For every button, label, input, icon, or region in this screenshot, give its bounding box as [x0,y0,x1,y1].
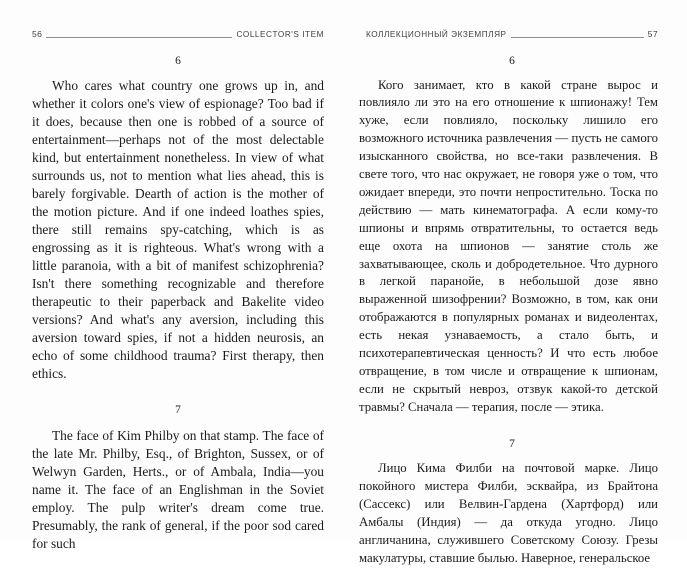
right-head-rule [511,36,644,38]
left-running-head [32,28,324,40]
right-section-number-7: 7 [509,437,515,450]
left-section-number-6: 6 [175,55,181,67]
right-text-block-6 [359,77,658,417]
left-page [0,0,344,552]
right-text-block-7 [359,460,658,567]
right-paragraph-6: Кого занимает, кто в какой стране вырос и повлияло ли это на его отношение к шпионажу! Тем хуже, если повлияло, поскольку лишило его возможного источника развлечения — пусть не самого изысканного свойства, но все-таки развлечения. В свете того, что нас окружает, не говоря уже о том, что ожидает впереди, это почти непростительно. Тоска по действию — мать кинематографа. А если кому-то шпионы и впрямь отвратительны, то остается ведь еще охота на шпионов — занятие столь же захватывающее, сколь и добродетельное. Что дурного в легкой паранойе, в небольшой дозе явно выраженной шизофрении? Возможно, в том, как они отображаются в популярных романах и видеолентах, есть некая узнаваемость, а стало быть, и психотерапевтическая ценность? И что есть любое отвращение, в том числе и отвращение к шпионам, если не скрытый невроз, отзвук какой-то детской травмы? Сначала — терапия, после — этика. [359,77,658,414]
left-page-folio: 56 [32,29,43,39]
right-section-number-6: 6 [509,55,515,67]
right-running-head-title: КОЛЛЕКЦИОННЫЙ ЭКЗЕМПЛЯР [366,29,507,39]
left-section-number-7: 7 [175,404,181,417]
right-running-head [366,28,658,40]
left-running-head-title: COLLECTOR'S ITEM [236,29,324,39]
left-paragraph-7: The face of Kim Philby on that stamp. The face of the late Mr. Philby, Esq., of Brighton, Sussex, or of Welwyn Garden, Herts., or of Ambala, India—you name it. The face of an Englishman in the Soviet employ. The pulp writer's dream come true. Presumably, the rank of general, if the poor sod cared for such [32,427,324,552]
left-head-rule [46,36,232,38]
right-page-folio: 57 [647,29,658,39]
left-text-block-7 [32,427,324,553]
left-paragraph-6: Who cares what country one grows up in, and whether it colors one's view of espionage? Too bad if it does, because then one is robbed of a source of entertainment—perhaps not of the most delectable kind, but entertainment nonetheless. In view of what surrounds us, not to mention what lies ahead, this is barely forgivable. Dearth of action is the mother of the motion picture. And if one indeed loathes spies, there still remains spy-catching, which is as engrossing as it is righteous. What's wrong with a little paranoia, with a bit of manifest schizophrenia? Isn't there something recognizable and therefore therapeutic to their paperback and Bakelite video versions? And what's any aversion, including this aversion toward spies, if not a hidden neurosis, an echo of some childhood trauma? First therapy, then ethics. [32,77,324,382]
right-paragraph-7: Лицо Кима Филби на почтовой марке. Лицо покойного мистера Филби, эсквайра, из Брайтона (Сассекс) или Велвин-Гардена (Хартфорд) или Амбалы (Индия) — да откуда угодно. Лицо англичанина, служившего Советскому Союзу. Грезы макулатуры, ставшие былью. Наверное, генеральское [359,461,658,565]
right-page [344,0,687,565]
left-text-block-6 [32,77,324,384]
